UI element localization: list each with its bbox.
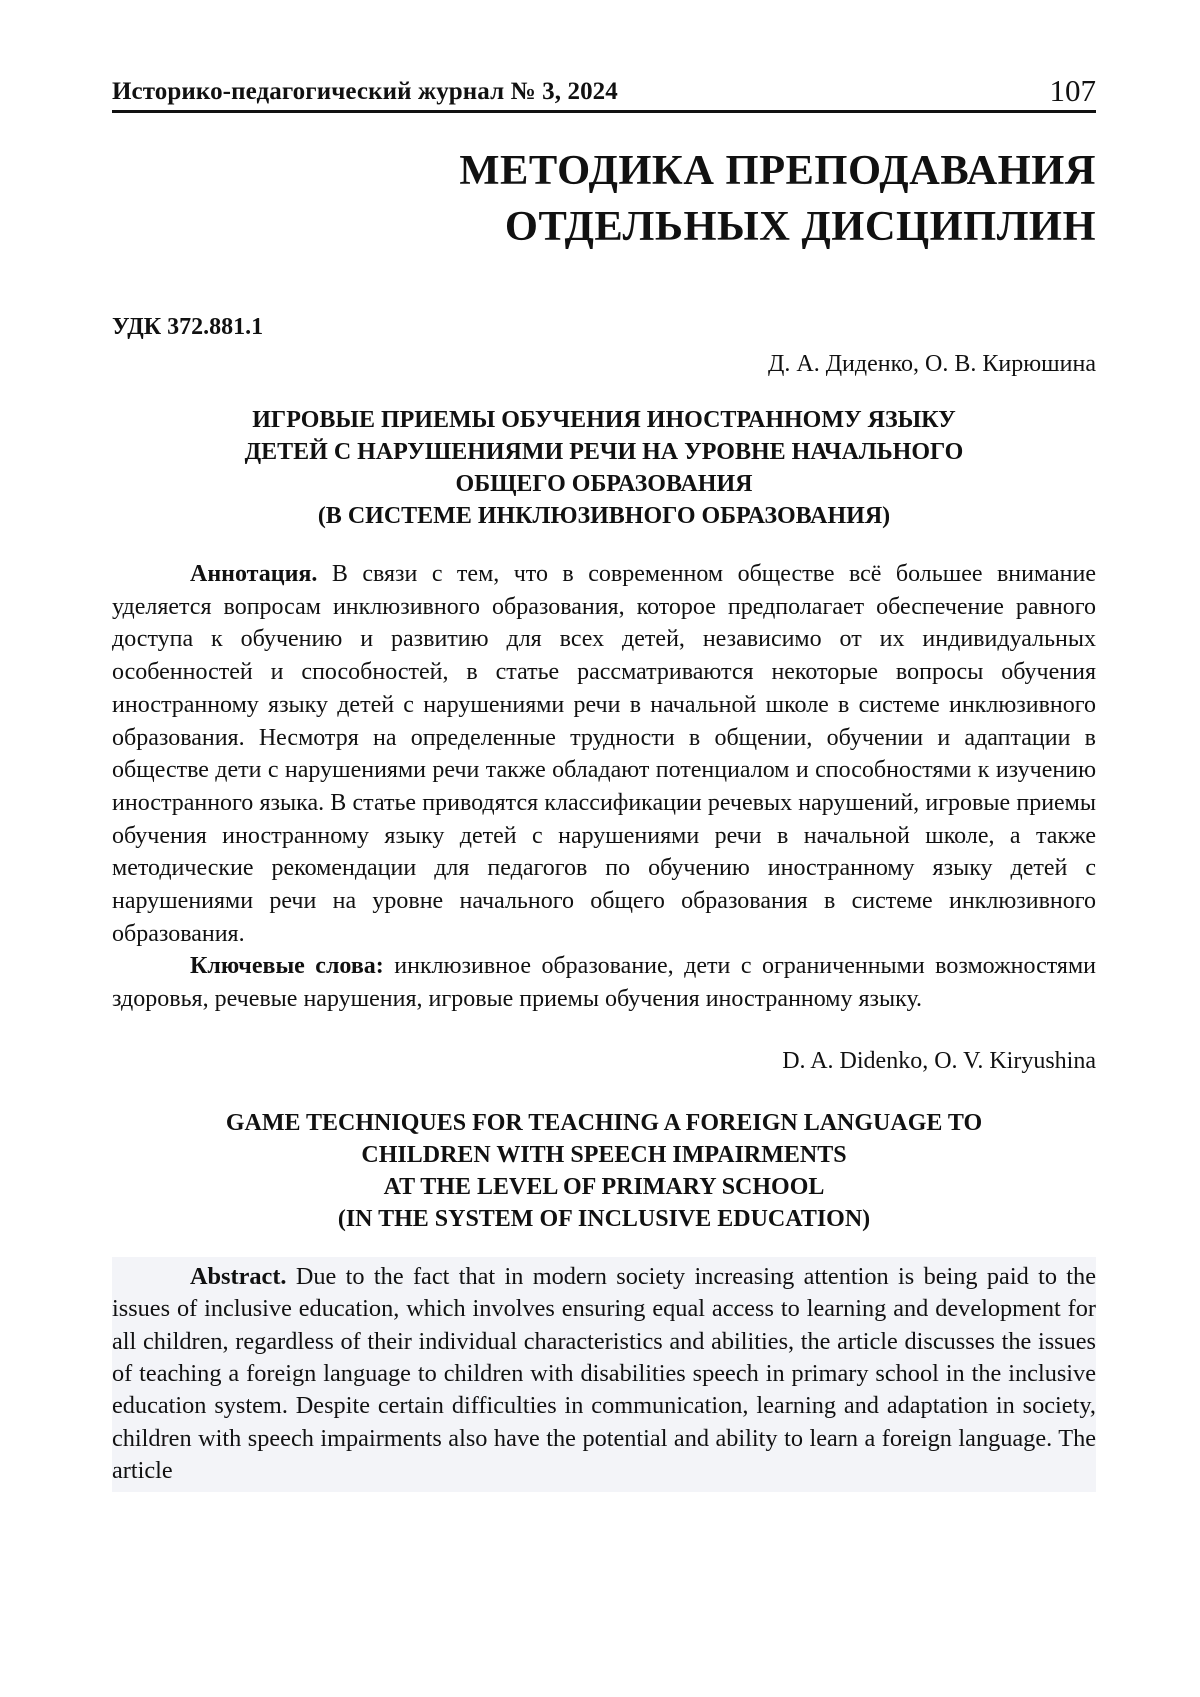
abstract-ru-label: Аннотация. <box>190 561 318 587</box>
keywords-ru-label: Ключевые слова: <box>190 953 384 980</box>
keywords-ru-paragraph <box>112 950 1096 1015</box>
journal-page <box>112 62 1096 1492</box>
section-title <box>112 143 1096 255</box>
abstract-en <box>112 1257 1096 1492</box>
article-title-ru-line: ОБЩЕГО ОБРАЗОВАНИЯ <box>455 471 753 497</box>
article-title-ru-line: ИГРОВЫЕ ПРИЕМЫ ОБУЧЕНИЯ ИНОСТРАННОМУ ЯЗЫКУ <box>252 407 956 433</box>
article-title-ru-line: ДЕТЕЙ С НАРУШЕНИЯМИ РЕЧИ НА УРОВНЕ НАЧАЛЬНОГО <box>244 439 964 465</box>
article-title-en-line: (IN THE SYSTEM OF INCLUSIVE EDUCATION) <box>337 1205 871 1232</box>
article-title-en-line: GAME TECHNIQUES FOR TEACHING A FOREIGN LANGUAGE TO <box>225 1109 983 1136</box>
abstract-ru-text: В связи с тем, что в современном обществе всё большее внимание уделяется вопросам инклюзивного образования, которое предполагает обеспечение равного доступа к обучению и развитию для всех детей, независимо от их индивидуальных особенностей и способностей, в статье рассматриваются некоторые вопросы обучения иностранному языку детей с нарушениями речи в начальной школе в системе инклюзивного образования. Несмотря на определенные трудности в общении, обучении и адаптации в обществе дети с нарушениями речи также обладают потенциалом и способностями к изучению иностранного языка. В статье приводятся классификации речевых нарушений, игровые приемы обучения иностранному языку детей с нарушениями речи в начальной школе, а также методические рекомендации для педагогов по обучению иностранному языку детей с нарушениями речи на уровне начального общего образования в системе инклюзивного образования. <box>112 561 1096 947</box>
section-title-line-2: ОТДЕЛЬНЫХ ДИСЦИПЛИН <box>504 203 1096 250</box>
article-title-ru-line: (В СИСТЕМЕ ИНКЛЮЗИВНОГО ОБРАЗОВАНИЯ) <box>317 503 891 529</box>
article-title-en-line: AT THE LEVEL OF PRIMARY SCHOOL <box>383 1173 825 1200</box>
article-title-en <box>112 1107 1096 1235</box>
article-title-ru <box>112 404 1096 532</box>
keywords-ru-text: инклюзивное образование, дети с ограниченными возможностями здоровья, речевые нарушения, игровые приемы обучения иностранному языку. <box>112 953 1097 1013</box>
article-title-en-line: CHILDREN WITH SPEECH IMPAIRMENTS <box>361 1141 847 1168</box>
abstract-en-text: Due to the fact that in modern society increasing attention is being paid to the issues of inclusive education, which involves ensuring equal access to learning and development for all children, regardless of their individual characteristics and abilities, the article discusses the issues of teaching a foreign language to children with disabilities speech in primary school in the inclusive education system. Despite certain difficulties in communication, learning and adaptation in society, children with speech impairments also have the potential and ability to learn a foreign language. The article <box>112 1262 1096 1485</box>
authors-ru: Д. А. Диденко, О. В. Кирюшина <box>767 351 1096 377</box>
journal-name: Историко-педагогический журнал № 3, 2024 <box>112 78 618 105</box>
running-header <box>112 62 1096 113</box>
udc-code: УДК 372.881.1 <box>112 314 264 340</box>
abstract-ru <box>112 558 1096 1016</box>
abstract-ru-paragraph <box>112 558 1096 950</box>
section-title-line-1: МЕТОДИКА ПРЕПОДАВАНИЯ <box>459 147 1096 194</box>
abstract-en-label: Abstract. <box>190 1262 287 1290</box>
page-number: 107 <box>1049 73 1096 108</box>
abstract-en-paragraph <box>112 1261 1096 1488</box>
authors-en: D. A. Didenko, O. V. Kiryushina <box>782 1047 1096 1074</box>
